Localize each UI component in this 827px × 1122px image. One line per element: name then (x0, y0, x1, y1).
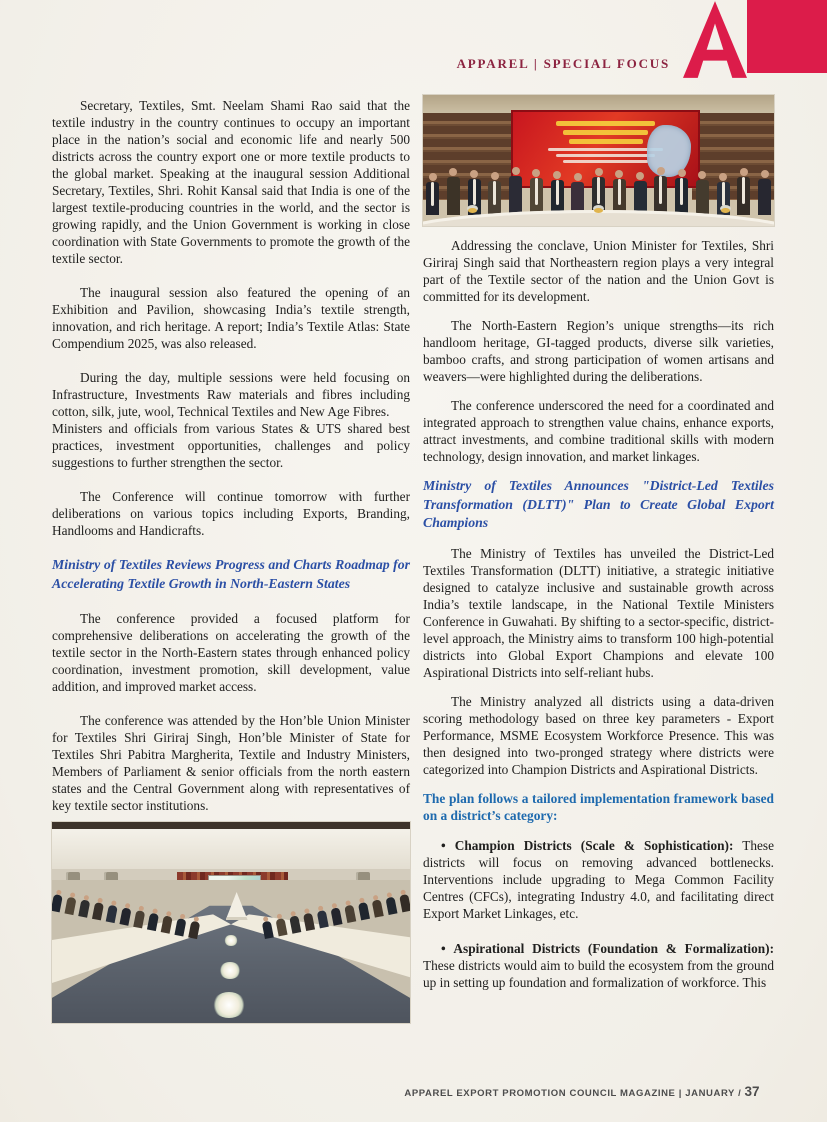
photo-person (570, 173, 585, 215)
photo-person (385, 897, 397, 915)
apparel-a-logo-icon (683, 0, 747, 79)
backdrop-text-line (548, 148, 663, 151)
body-paragraph: The conference was attended by the Hon’ble Union Minister for Textiles Shri Giriraj Singh, Hon’ble Minister of State for Textiles Shri Pabitra Margherita, Textile and Industry Ministers, Members of Parliament & senior officials from the north eastern states and the Central Government along with representatives of key textile sector institutions. (52, 713, 410, 813)
bullet-lead: Champion Districts (Scale & Sophistication): (454, 837, 734, 853)
article-heading: Ministry of Textiles Announces "District-Led Textiles Transformation (DLTT)" Plan to Create Global Export Champions (423, 478, 774, 530)
photo-person (147, 913, 159, 931)
photo-person (64, 897, 76, 915)
photo-person (736, 168, 751, 215)
photo-person (550, 171, 565, 215)
bullet-item (423, 940, 774, 991)
photo-flower-pot (721, 208, 730, 213)
photo-flower-arrangement (212, 992, 246, 1018)
bullet-lead: Aspirational Districts (Foundation & Formalization): (453, 940, 775, 956)
photo-person (174, 918, 186, 936)
photo-person (695, 171, 710, 215)
photo-person (106, 905, 118, 923)
photo-person (446, 168, 461, 215)
photo-person (161, 915, 173, 933)
photo-person (330, 907, 342, 925)
body-paragraph: Addressing the conclave, Union Minister for Textiles, Shri Giriraj Singh said that Northeastern region plays a very integral part of the Textile sector of the nation and the Union Govt is committed for its development. (423, 238, 774, 304)
photo-person (188, 921, 200, 939)
conference-room-photo (52, 822, 410, 1023)
photo-person (303, 913, 315, 931)
photo-flower-arrangement (219, 962, 241, 979)
body-paragraph: The Ministry of Textiles has unveiled the District-Led Textiles Transformation (DLTT) initiative, a strategic initiative designed to catalyze inclusive and sustainable growth across India’s textile landscape, in the National Textile Ministers Conference in Guwahati. By shifting to a sector-specific, district-level approach, the Ministry aims to transform 100 high-potential districts into Global Export Champions and elevate 100 Aspirational Districts into self-reliant hubs. (423, 545, 774, 680)
photo-person (92, 902, 104, 920)
bullet-text: These districts would aim to build the ecosystem from the ground up in setting up foundation and formalization of workforce. This (423, 957, 774, 990)
photo-person (78, 899, 90, 917)
body-paragraph: The North-Eastern Region’s unique strengths—its rich handloom heritage, GI-tagged products, diverse silk varieties, bamboo crafts, and strong participation of women artisans and weavers—were highlighted during the deliberations. (423, 318, 774, 384)
bullet-text: These districts will focus on removing advanced bottlenecks. Interventions include upgrading to Mega Common Facility Centres (CFCs), integrating Industry 4.0, and facilitating direct Export Market Linkages, etc. (423, 837, 774, 921)
body-paragraph: The Ministry analyzed all districts using a data-driven scoring methodology based on three key parameters - Export Performance, MSME Ecosystem Workforce Presence. This was then designed into two-pronged strategy where districts were categorized into Champion Districts and Aspirational Districts. (423, 693, 774, 777)
backdrop-text-line (569, 139, 643, 144)
bullet-item (423, 837, 774, 922)
left-column (52, 97, 410, 1023)
photo-person (289, 915, 301, 933)
photo-person (358, 902, 370, 920)
photo-person (275, 918, 287, 936)
body-paragraph: The conference provided a focused platform for comprehensive deliberations on accelerating the growth of the textile sector in the North-Eastern states through enhanced policy coordination, investment promotion, skill development, value addition, and improved market access. (52, 611, 410, 694)
body-paragraph: The inaugural session also featured the opening of an Exhibition and Pavilion, showcasing India’s textile strength, innovation, and rich heritage. A report; India’s Textile Atlas: State Compendium 2025, was also released. (52, 285, 410, 351)
article-heading: Ministry of Textiles Reviews Progress and Charts Roadmap for Accelerating Textile Growth in North-Eastern States (52, 557, 410, 591)
photo-person (52, 894, 63, 912)
photo-flower-arrangement (224, 935, 238, 946)
page-number: 37 (744, 1084, 760, 1099)
photo-ceiling (52, 829, 410, 869)
photo-person (674, 169, 689, 215)
bullet-icon: • (441, 940, 446, 956)
photo-person (612, 170, 627, 215)
section-label: APPAREL | SPECIAL FOCUS (456, 56, 670, 71)
inaugural-session-photo (423, 95, 774, 226)
backdrop-text-line (556, 154, 656, 157)
photo-flower-pot (594, 208, 603, 213)
photo-person (344, 905, 356, 923)
right-column (423, 95, 774, 1003)
body-paragraph: The conference underscored the need for a coordinated and integrated approach to strengthen value chains, enhance exports, attract investments, and combine traditional skills with modern technology, design innovation, and market linkages. (423, 398, 774, 464)
photo-person (757, 170, 772, 215)
backdrop-text-line (556, 121, 656, 126)
bullet-icon: • (441, 837, 446, 853)
photo-person (133, 910, 145, 928)
framework-subheading: The plan follows a tailored implementation framework based on a district’s category: (423, 790, 774, 823)
page-footer (387, 1084, 777, 1099)
body-paragraph: The Conference will continue tomorrow with further deliberations on various topics including Exports, Branding, Handlooms and Handicrafts. (52, 489, 410, 538)
body-paragraph: Ministers and officials from various States & UTS shared best practices, investment opportunities, challenges and policy suggestions to further strengthen the sector. (52, 421, 410, 470)
photo-person (653, 167, 668, 215)
backdrop-text-line (563, 130, 648, 135)
photo-person (317, 910, 329, 928)
footer-text: APPAREL EXPORT PROMOTION COUNCIL MAGAZINE | JANUARY / (404, 1088, 745, 1099)
logo-red-bar (747, 0, 827, 73)
photo-person (529, 169, 544, 215)
photo-person (119, 907, 131, 925)
photo-person (399, 894, 410, 912)
photo-person (425, 173, 440, 215)
body-paragraph: During the day, multiple sessions were held focusing on Infrastructure, Investments Raw materials and fibres including cotton, silk, jute, wool, Technical Textiles and New Age Fibres. (52, 370, 410, 419)
body-paragraph: Secretary, Textiles, Smt. Neelam Shami Rao said that the textile industry in the country continues to occupy an important place in the nation’s social and economic life and nearly 500 districts across the country export one or more textile products to the global market. Speaking at the inaugural session Additional Secretary, Textiles, Shri. Rohit Kansal said that India is one of the largest textile-producing countries in the world, and the sector is growing rapidly, and the Union Government is working in close coordination with State Governments to promote the growth of the textile sector. (52, 98, 410, 266)
photo-person (262, 921, 274, 939)
photo-ceiling-strip (52, 822, 410, 829)
photo-person (633, 172, 648, 215)
photo-person (487, 172, 502, 215)
photo-person (372, 899, 384, 917)
photo-person (508, 167, 523, 215)
